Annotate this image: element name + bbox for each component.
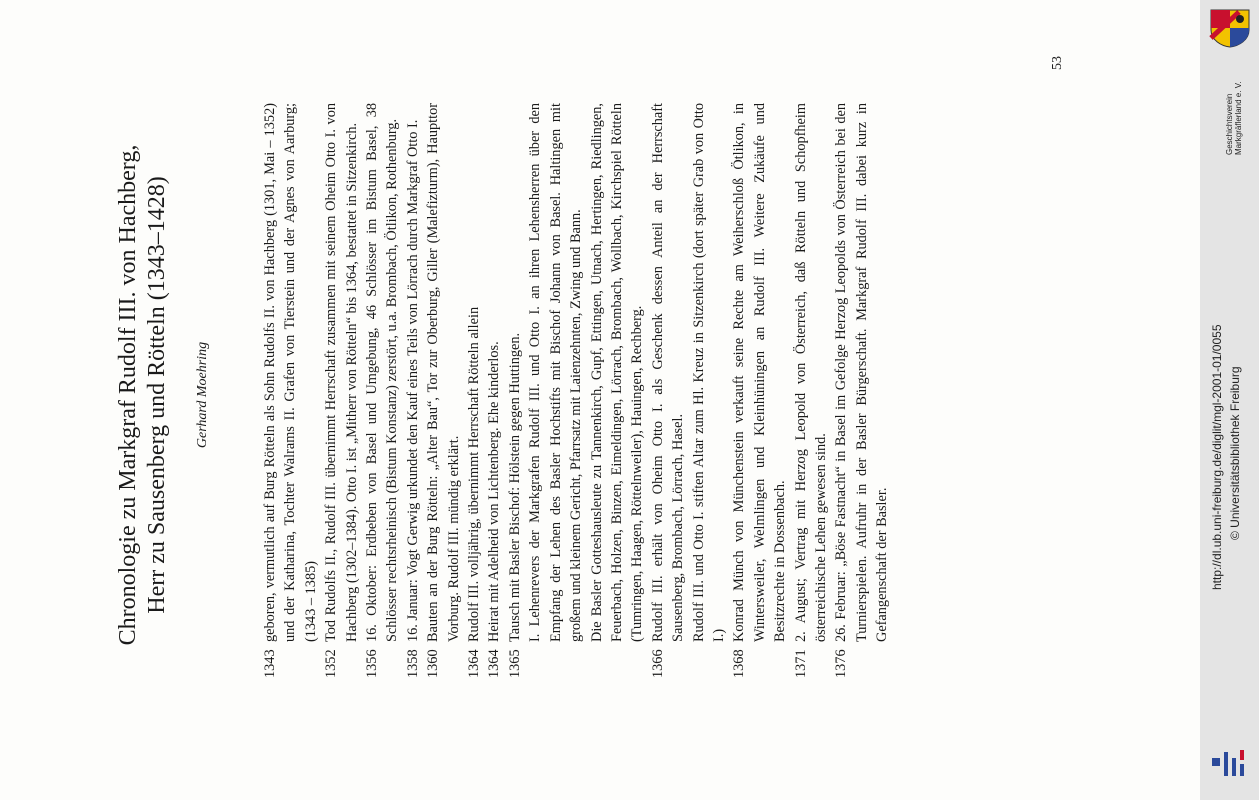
entry-year: 1358 (404, 649, 421, 678)
entry-paragraph: Rudolf III. volljährig, übernimmt Herrschaft Rötteln allein (466, 306, 483, 642)
chronology-list (260, 103, 893, 678)
entry-year: 1371 (792, 649, 809, 678)
entry-paragraph: 16. Oktober: Erdbeben von Basel und Umgebung, 46 Schlösser im Bistum Basel, 38 Schlösser rechtsrheinisch (Bistum Konstanz) zerstört, u.a. Brombach, Ötlikon, Rothenburg. (364, 103, 401, 642)
entry-year: 1356 (364, 649, 381, 678)
chronology-entry (423, 103, 464, 678)
entry-paragraph: I. Lehenrevers der Markgrafen Rudolf III. und Otto I. an ihren Lehensherren über den Empfang der Lehen des Basler Hochstifts mit Bischof Johann von Basel. Haltingen mit großem und kleinem Gericht, Pfarrsatz mit Laienzehnten, Zwing und Bann. (527, 103, 585, 642)
entry-text (464, 103, 484, 642)
chronology-entry (831, 103, 892, 678)
title-line-1: Chronologie zu Markgraf Rudolf III. von Hachberg, (115, 144, 141, 646)
entry-year: 1352 (323, 649, 340, 678)
chronology-entry (729, 103, 790, 678)
entry-text (403, 103, 423, 642)
chronology-entry (260, 103, 321, 678)
source-url[interactable]: http://dl.ub.uni-freiburg.de/diglit/mgl-2001-01/0055 (1210, 324, 1224, 590)
article-title (114, 0, 172, 790)
entry-text (321, 103, 362, 642)
entry-text (729, 103, 790, 642)
entry-paragraph: Rudolf III. erhält von Oheim Otto I. als Geschenk dessen Anteil an der Herrschaft Sausenberg, Brombach, Lörrach, Hasel. (649, 103, 687, 642)
library-logo-icon (1210, 748, 1250, 784)
entry-year: 1364 (466, 649, 483, 678)
entry-year: 1360 (425, 649, 442, 678)
entry-paragraph: Bauten an der Burg Rötteln: „Alter Bau“, Tor zur Oberburg, Giller (Malefizturm), Haupttor Vorburg. Rudolf III. mündig erklärt. (425, 103, 462, 642)
entry-year: 1376 (833, 649, 850, 678)
entry-paragraph: Konrad Münch von Münchenstein verkauft seine Rechte am Weiherschloß Ötlikon, in Wintersweiler, Welmlingen und Kleinhüningen an Rudolf III. Weitere Zukäufe und Besitzrechte in Dossenbach. (731, 103, 789, 642)
chronology-entry (321, 103, 362, 678)
viewer-sidebar (1200, 0, 1259, 800)
entry-text (260, 103, 321, 642)
entry-text (505, 103, 648, 642)
entry-text (362, 103, 403, 642)
entry-year: 1368 (731, 649, 748, 678)
entry-year: 1364 (486, 649, 503, 678)
entry-paragraph: Tausch mit Basler Bischof: Hölstein gegen Huttingen. (506, 332, 523, 642)
entry-paragraph: Die Basler Gotteshausleute zu Tannenkirch, Gupf, Ettingen, Utnach, Hertingen, Riedlingen, Feuerbach, Holzen, Binzen, Eimeldingen, Lörrach, Brombach, Wollbach, Kirchspiel Rötteln (Tumringen, Haagen, Röttelnweiler), Hauingen, Rechberg. (588, 103, 646, 642)
entry-text (791, 103, 832, 642)
chronology-entry (362, 103, 403, 678)
chronology-entry (464, 103, 484, 678)
page-number: 53 (1050, 56, 1065, 70)
society-name: Geschichtsverein Markgräflerland e. V. (1225, 81, 1243, 155)
rotated-content (100, 0, 1065, 790)
entry-year: 1343 (262, 649, 278, 678)
chronology-entry (403, 103, 423, 678)
entry-paragraph: Tod Rudolfs II., Rudolf III. übernimmt Herrschaft zusammen mit seinem Oheim Otto I. von Hachberg (1302–1384). Otto I. ist „Mitherr von Rötteln“ bis 1364, bestattet in Sitzenkirch. (323, 103, 360, 642)
entry-paragraph: 16. Januar: Vogt Gerwig urkundet den Kauf eines Teils von Lörrach durch Markgraf Otto I. (404, 119, 421, 642)
entry-text (484, 103, 504, 642)
entry-paragraph: Rudolf III. und Otto I. stiften Altar zum Hl. Kreuz in Sitzenkirch (dort später Grab von Otto I.) (690, 103, 727, 642)
entry-paragraph: geboren, vermutlich auf Burg Rötteln als Sohn Rudolfs II. von Hachberg (1301, Mai – 1352) und der Katharina, Tochter Walrams II. Grafen von Tierstein und der Agnes von Aarburg; (1343 – 1385) (262, 103, 319, 642)
entry-paragraph: 2. August; Vertrag mit Herzog Leopold von Österreich, daß Rötteln und Schopfheim österreichische Lehen gewesen sind. (792, 103, 829, 642)
chronology-entry (791, 103, 832, 678)
chronology-entry (505, 103, 648, 678)
entry-paragraph: 26. Februar: „Böse Fastnacht“ in Basel im Gefolge Herzog Leopolds von Österreich bei den Turnierspielen. Aufruhr in der Basler Bürgerschaft. Markgraf Rudolf III. dabei kurz in Gefangenschaft der Basler. (833, 103, 891, 642)
entry-year: 1366 (649, 649, 666, 678)
copyright-notice: © Universitätsbibliothek Freiburg (1228, 366, 1242, 540)
entry-paragraph: Heirat mit Adelheid von Lichtenberg. Ehe kinderlos. (486, 341, 503, 642)
entry-year: 1365 (506, 649, 523, 678)
chronology-entry (648, 103, 730, 678)
chronology-entry (484, 103, 504, 678)
author-name: Gerhard Moehring (195, 341, 210, 449)
entry-text (831, 103, 892, 642)
title-line-2: Herr zu Sausenberg und Rötteln (1343–1428) (144, 176, 170, 614)
entry-text (423, 103, 464, 642)
coat-of-arms-icon (1209, 8, 1251, 48)
entry-text (648, 103, 730, 642)
